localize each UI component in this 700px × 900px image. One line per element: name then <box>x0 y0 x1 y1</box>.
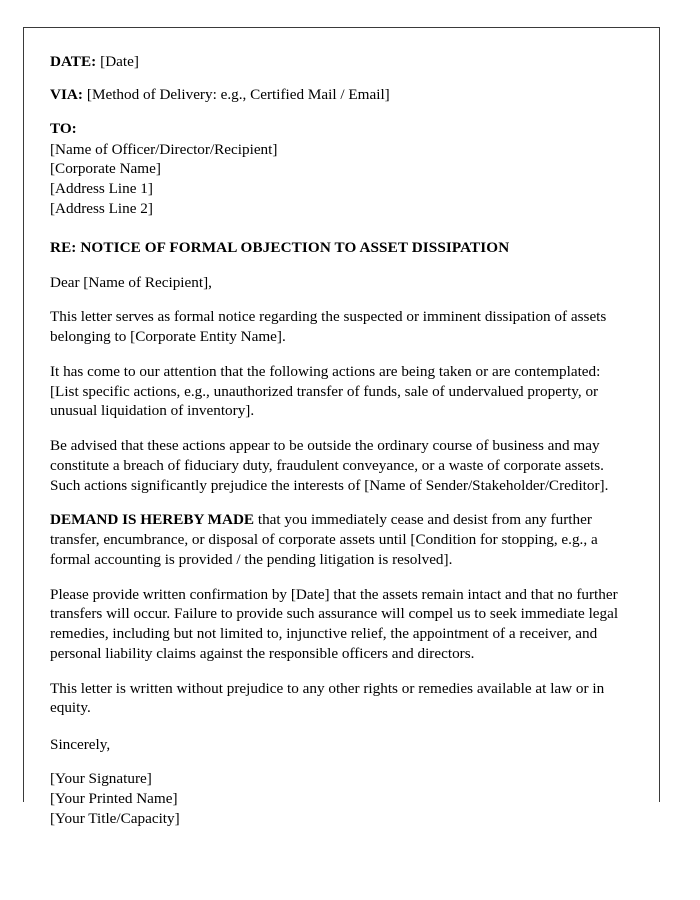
signature-block <box>50 769 625 829</box>
letter-content <box>24 28 659 829</box>
recipient-line: [Corporate Name] <box>50 160 161 178</box>
recipient-block <box>50 119 625 219</box>
signature-line: [Your Title/Capacity] <box>50 810 180 828</box>
demand-lead: DEMAND IS HEREBY MADE <box>50 511 255 529</box>
body-paragraph: It has come to our attention that the following actions are being taken or are contemplated: [List specific actions, e.g., unauthorized transfer of funds, sale of undervalued property, or unusual liquidation of inventory]. <box>50 362 601 420</box>
body-paragraph: This letter is written without prejudice to any other rights or remedies available at law or in equity. <box>50 679 605 717</box>
closing-line: Sincerely, <box>50 736 111 754</box>
body-paragraph: Please provide written confirmation by [Date] that the assets remain intact and that no further transfers will occur. Failure to provide such assurance will compel us to seek immediate legal remedies, including but not limited to, injunctive relief, the appointment of a receiver, and personal liability claims against the responsible officers and directors. <box>50 585 619 662</box>
body-paragraph: This letter serves as formal notice regarding the suspected or imminent dissipation of assets belonging to [Corporate Entity Name]. <box>50 308 607 346</box>
recipient-line: [Address Line 2] <box>50 199 153 217</box>
date-value: [Date] <box>100 53 139 70</box>
date-label: DATE: <box>50 53 97 70</box>
body-paragraph: Be advised that these actions appear to be outside the ordinary course of business and may constitute a breach of fiduciary duty, fraudulent conveyance, or a waste of corporate assets. Such actions significantly prejudice the interests of [Name of Sender/Stakeholder/Creditor]. <box>50 437 609 494</box>
recipient-line: [Name of Officer/Director/Recipient] <box>50 140 278 158</box>
subject-line: RE: NOTICE OF FORMAL OBJECTION TO ASSET DISSIPATION <box>50 238 510 256</box>
signature-line: [Your Signature] <box>50 770 152 788</box>
to-label: TO: <box>50 119 77 137</box>
demand-rest: that you immediately cease and desist from any further transfer, encumbrance, or disposal of corporate assets until [Condition for stopping, e.g., a formal accounting is provided / the pending litigation is resolved]. <box>50 511 598 568</box>
recipient-line: [Address Line 1] <box>50 180 153 198</box>
date-line <box>50 52 625 71</box>
via-line <box>50 85 625 104</box>
via-label: VIA: <box>50 86 83 104</box>
signature-line: [Your Printed Name] <box>50 790 178 808</box>
letter-body-frame <box>23 27 660 828</box>
salutation: Dear [Name of Recipient], <box>50 273 212 291</box>
via-value: [Method of Delivery: e.g., Certified Mail / Email] <box>86 86 390 104</box>
demand-paragraph <box>50 510 625 569</box>
